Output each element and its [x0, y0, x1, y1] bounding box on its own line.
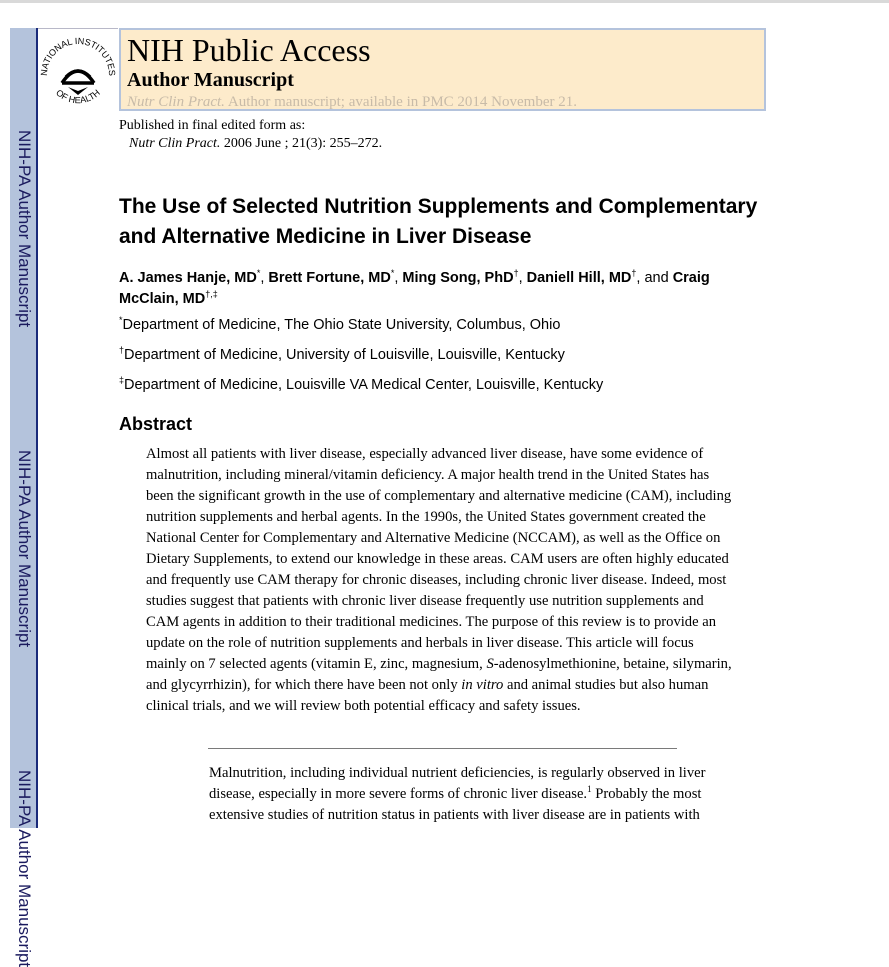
author-mark: * [390, 268, 395, 279]
abstract-heading: Abstract [119, 414, 193, 434]
svg-text:OF HEALTH [54, 88, 102, 106]
affiliation-mark: ‡ [119, 375, 125, 386]
publication-journal: Nutr Clin Pract. [129, 136, 221, 151]
abstract-text [146, 444, 736, 717]
author-name: A. James Hanje, MD [119, 270, 257, 286]
author-mark: † [631, 268, 637, 279]
body-paragraph [209, 763, 729, 826]
author-mark: † [513, 268, 519, 279]
abstract-italic: in vitro [461, 677, 504, 693]
author-name: Ming Song, PhD [402, 270, 514, 286]
sidebar-label: NIH-PA Author Manuscript [15, 450, 34, 648]
publication-details: 2006 June ; 21(3): 255–272. [220, 136, 383, 151]
abstract-text-part: -adenosylmethionine, betaine, silymarin, and glycyrrhizin), for which there have been not only [146, 656, 732, 693]
author-separator: , [518, 270, 527, 286]
abstract-text-part: and animal studies but also human clinical trials, and we will review both potential efficacy and safety issues. [146, 677, 709, 714]
sidebar-label: NIH-PA Author Manuscript [15, 770, 34, 967]
sidebar-label: NIH-PA Author Manuscript [15, 130, 34, 328]
reference-link[interactable]: 1 [587, 784, 592, 795]
publication-citation [119, 135, 382, 153]
abstract-italic: S [486, 656, 494, 672]
author-list [119, 268, 759, 310]
section-divider [208, 748, 677, 749]
author-mark: * [256, 268, 261, 279]
banner-journal: Nutr Clin Pract. [127, 94, 225, 110]
affiliation [119, 316, 560, 334]
nih-seal-icon [38, 29, 118, 113]
body-text-part: Malnutrition, including individual nutrient deficiencies, is regularly observed in liver disease, especially in more severe forms of chronic liver disease. [209, 765, 706, 802]
affiliation-mark: * [119, 315, 123, 326]
logo-bottom-text: OF HEALTH [54, 87, 102, 106]
nih-logo [38, 28, 118, 113]
author-separator: , and [636, 270, 673, 286]
affiliation [119, 376, 603, 394]
body-text-part: Probably the most extensive studies of nutrition status in patients with liver disease are in patients with [209, 786, 702, 823]
abstract-text-part: Almost all patients with liver disease, especially advanced liver disease, have some evidence of malnutrition, including mineral/vitamin deficiency. A major health trend in the United States has been the significant growth in the use of complementary and alternative medicine (CAM), including nutrition supplements and herbal agents. In the 1990s, the United States government created the National Center for Complementary and Alternative Medicine (NCCAM), as well as the Office on Dietary Supplements, to extend our knowledge in these areas. CAM users are often highly educated and frequently use CAM therapy for chronic diseases, including chronic liver disease. Indeed, most studies suggest that patients with chronic liver disease frequently use nutrition supplements and CAM agents in addition to their traditional medicines. The purpose of this review is to provide an update on the role of nutrition supplements and herbals in liver disease. This article will focus mainly on 7 selected agents (vitamin E, zinc, magnesium, [146, 446, 732, 672]
banner-title: NIH Public Access [127, 32, 371, 68]
affiliation-mark: † [119, 345, 125, 356]
author-separator: , [394, 270, 403, 286]
author-name: Daniell Hill, MD [526, 270, 632, 286]
banner-citation [127, 92, 577, 112]
article-title: The Use of Selected Nutrition Supplements and Complementary and Alternative Medicine in Liver Disease [119, 195, 758, 248]
author-name: Craig McClain, MD [119, 270, 710, 307]
nih-public-access-banner [119, 28, 766, 111]
publication-label: Published in final edited form as: [119, 118, 306, 133]
logo-top-text: NATIONAL INSTITUTES [38, 35, 118, 77]
banner-subtitle: Author Manuscript [127, 69, 294, 91]
affiliation-text: Department of Medicine, University of Louisville, Louisville, Kentucky [124, 347, 565, 363]
author-mark: †,‡ [205, 289, 218, 300]
author-separator: , [260, 270, 269, 286]
author-name: Brett Fortune, MD [268, 270, 391, 286]
affiliation [119, 346, 565, 364]
affiliation-text: Department of Medicine, The Ohio State University, Columbus, Ohio [122, 317, 561, 333]
publication-info [119, 117, 382, 153]
banner-availability: Author manuscript; available in PMC 2014 November 21. [227, 94, 577, 110]
affiliation-text: Department of Medicine, Louisville VA Medical Center, Louisville, Kentucky [124, 377, 604, 393]
top-border [0, 0, 889, 3]
